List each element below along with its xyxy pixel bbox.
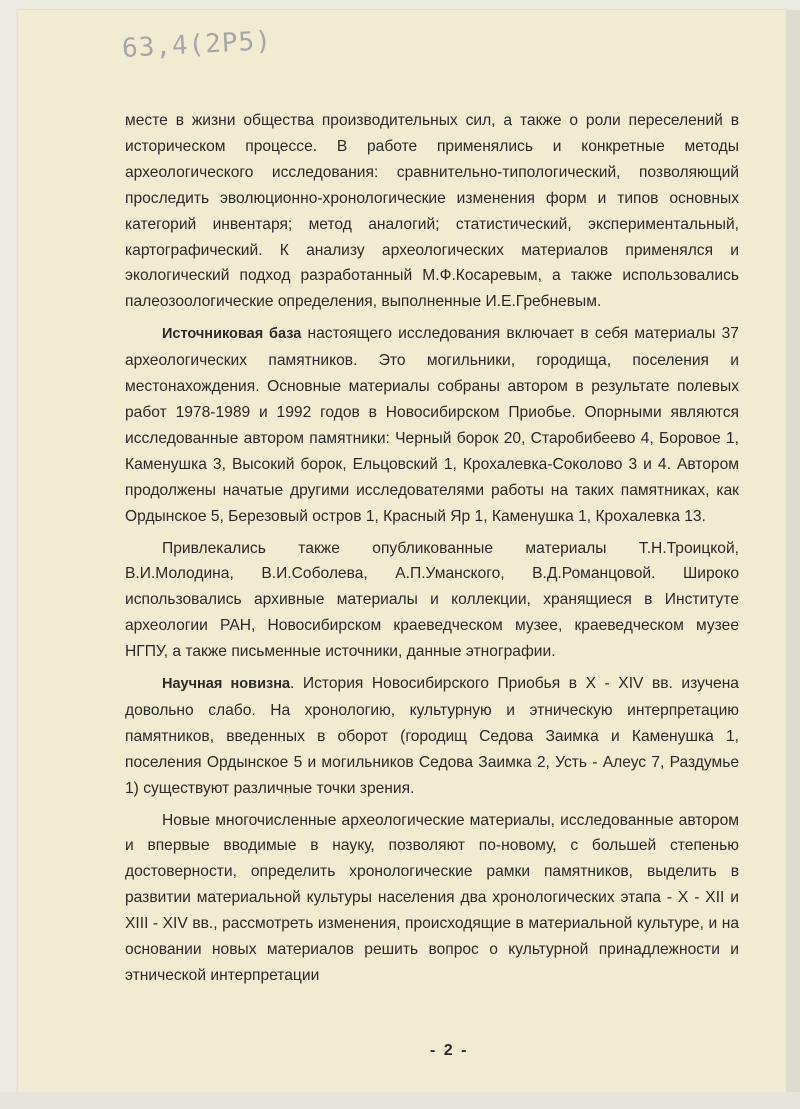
paragraph-source-base [125,321,739,529]
page-edge-shadow [786,10,800,1092]
paragraph-novelty-text: . История Новосибирского Приобья в X - XIV вв. изучена довольно слабо. На хронологию, культурную и этническую интерпретацию памятников, введенных в оборот (городищ Седова Заимка и Каменушка 1, поселения Ордынское 5 и могильников Седова Заимка 2, Усть - Алеус 7, Раздумье 1) существуют различные точки зрения. [125,675,739,797]
paragraph-novelty [125,671,739,802]
page-number: - 2 - [430,1042,469,1059]
heading-novelty: Научная новизна [162,676,291,693]
paragraph-methods: месте в жизни общества производительных сил, а также о роли переселений в историческом процессе. В работе применялись и конкретные методы археологического исследования: сравнительно-типологический, позволяющий проследить эволюционно-хронологические изменения форм и типов основных категорий инвентаря; метод аналогий; статистический, экспериментальный, картографический. К анализу археологических материалов применялся и экологический подход разработанный М.Ф.Косаревым, а также использовались палеозоологические определения, выполненные И.Е.Гребневым. [125,112,739,311]
paragraph-new-materials: Новые многочисленные археологические материалы, исследованные автором и впервые вводимые в науку, позволяют по-новому, с большей степенью достоверности, определить хронологические рамки памятников, выделить в развитии материальной культуры населения два хронологических этапа - X - XII и XIII - XIV вв., рассмотреть изменения, происходящие в материальной культуре, и на основании новых материалов решить вопрос о культурной принадлежности и этнической интерпретации [125,811,739,984]
scan-bottom-strip [0,1092,800,1109]
paragraph-published-materials: Привлекались также опубликованные материалы Т.Н.Троицкой, В.И.Молодина, В.И.Соболева, А.П.Уманского, В.Д.Романцовой. Широко использовались архивные материалы и коллекции, хранящиеся в Институте археологии РАН, Новосибирском краеведческом музее, краеведческом музее НГПУ, а также письменные источники, данные этнографии. [125,539,739,661]
heading-source-base: Источниковая база [162,326,302,343]
paragraph-source-base-text: настоящего исследования включает в себя материалы 37 археологических памятников. Это могильники, городища, поселения и местонахождения. Основные материалы собраны автором в результате полевых работ 1978-1989 и 1992 годов в Новосибирском Приобье. Опорными являются исследованные автором памятники: Черный борок 20, Старобибеево 4, Боровое 1, Каменушка 3, Высокий борок, Ельцовский 1, Крохалевка-Соколово 3 и 4. Автором продолжены начатые другими исследователями работы на таких памятниках, как Ордынское 5, Березовый остров 1, Красный Яр 1, Каменушка 1, Крохалевка 13. [125,325,739,525]
document-body [125,108,739,989]
handwritten-catalog-stamp: 63,4(2Р5) [121,26,273,64]
